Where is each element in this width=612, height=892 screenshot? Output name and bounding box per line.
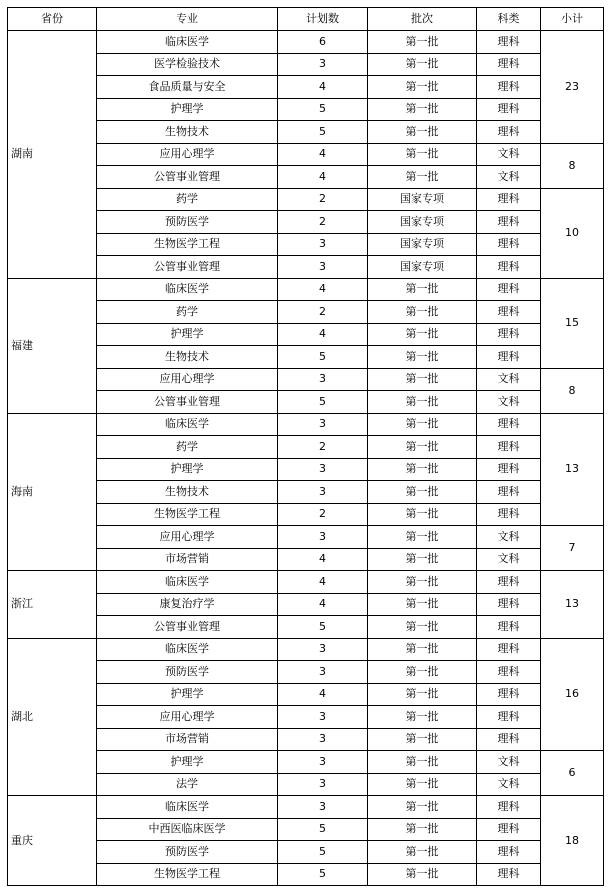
cell-category: 理科 <box>477 728 541 751</box>
cell-batch: 第一批 <box>368 818 477 841</box>
cell-plan-count: 3 <box>278 53 368 76</box>
cell-plan-count: 3 <box>278 256 368 279</box>
cell-plan-count: 3 <box>278 638 368 661</box>
cell-batch: 第一批 <box>368 98 477 121</box>
cell-major: 护理学 <box>97 751 278 774</box>
cell-batch: 第一批 <box>368 143 477 166</box>
cell-category: 理科 <box>477 503 541 526</box>
cell-batch: 第一批 <box>368 76 477 99</box>
cell-plan-count: 5 <box>278 391 368 414</box>
cell-category: 理科 <box>477 481 541 504</box>
cell-batch: 第一批 <box>368 773 477 796</box>
cell-plan-count: 2 <box>278 436 368 459</box>
cell-batch: 第一批 <box>368 661 477 684</box>
cell-major: 应用心理学 <box>97 526 278 549</box>
cell-category: 理科 <box>477 278 541 301</box>
cell-category: 理科 <box>477 31 541 54</box>
cell-batch: 第一批 <box>368 301 477 324</box>
cell-batch: 第一批 <box>368 616 477 639</box>
cell-major: 生物医学工程 <box>97 863 278 886</box>
cell-plan-count: 4 <box>278 548 368 571</box>
cell-category: 理科 <box>477 53 541 76</box>
cell-major: 预防医学 <box>97 661 278 684</box>
cell-category: 理科 <box>477 98 541 121</box>
table-row <box>8 121 604 144</box>
cell-batch: 国家专项 <box>368 188 477 211</box>
table-row <box>8 188 604 211</box>
cell-plan-count: 6 <box>278 31 368 54</box>
table-row <box>8 166 604 189</box>
cell-plan-count: 5 <box>278 616 368 639</box>
cell-major: 公管事业管理 <box>97 616 278 639</box>
cell-category: 理科 <box>477 346 541 369</box>
cell-batch: 第一批 <box>368 728 477 751</box>
cell-major: 康复治疗学 <box>97 593 278 616</box>
cell-major: 生物技术 <box>97 481 278 504</box>
cell-category: 理科 <box>477 593 541 616</box>
cell-plan-count: 3 <box>278 233 368 256</box>
cell-major: 中西医临床医学 <box>97 818 278 841</box>
header-major: 专业 <box>97 8 278 31</box>
cell-major: 医学检验技术 <box>97 53 278 76</box>
cell-plan-count: 3 <box>278 796 368 819</box>
table-row <box>8 661 604 684</box>
cell-plan-count: 5 <box>278 346 368 369</box>
cell-category: 理科 <box>477 796 541 819</box>
table-row <box>8 526 604 549</box>
cell-batch: 第一批 <box>368 278 477 301</box>
cell-category: 理科 <box>477 571 541 594</box>
cell-subtotal: 10 <box>541 188 604 278</box>
cell-province: 湖北 <box>8 638 97 796</box>
cell-major: 护理学 <box>97 98 278 121</box>
cell-category: 理科 <box>477 76 541 99</box>
cell-subtotal: 8 <box>541 143 604 188</box>
cell-major: 护理学 <box>97 458 278 481</box>
cell-major: 临床医学 <box>97 638 278 661</box>
cell-major: 临床医学 <box>97 413 278 436</box>
cell-subtotal: 8 <box>541 368 604 413</box>
cell-category: 理科 <box>477 121 541 144</box>
cell-major: 药学 <box>97 436 278 459</box>
table-row <box>8 256 604 279</box>
table-row <box>8 818 604 841</box>
cell-category: 理科 <box>477 233 541 256</box>
cell-category: 理科 <box>477 841 541 864</box>
cell-major: 应用心理学 <box>97 368 278 391</box>
cell-plan-count: 4 <box>278 76 368 99</box>
cell-major: 生物医学工程 <box>97 233 278 256</box>
table-row <box>8 751 604 774</box>
cell-major: 公管事业管理 <box>97 256 278 279</box>
cell-batch: 第一批 <box>368 166 477 189</box>
cell-category: 理科 <box>477 638 541 661</box>
cell-major: 护理学 <box>97 323 278 346</box>
cell-category: 理科 <box>477 436 541 459</box>
cell-plan-count: 3 <box>278 706 368 729</box>
cell-major: 预防医学 <box>97 841 278 864</box>
cell-batch: 第一批 <box>368 571 477 594</box>
table-row <box>8 638 604 661</box>
cell-batch: 第一批 <box>368 841 477 864</box>
cell-batch: 第一批 <box>368 863 477 886</box>
cell-batch: 第一批 <box>368 413 477 436</box>
cell-plan-count: 4 <box>278 143 368 166</box>
cell-batch: 第一批 <box>368 638 477 661</box>
table-row <box>8 211 604 234</box>
table-row <box>8 413 604 436</box>
cell-major: 法学 <box>97 773 278 796</box>
enrollment-plan-table <box>7 7 604 886</box>
table-row <box>8 503 604 526</box>
cell-batch: 第一批 <box>368 346 477 369</box>
table-row <box>8 616 604 639</box>
cell-province: 浙江 <box>8 571 97 639</box>
cell-plan-count: 4 <box>278 593 368 616</box>
cell-subtotal: 6 <box>541 751 604 796</box>
cell-major: 生物技术 <box>97 121 278 144</box>
cell-batch: 第一批 <box>368 503 477 526</box>
cell-category: 文科 <box>477 526 541 549</box>
cell-major: 临床医学 <box>97 278 278 301</box>
cell-category: 文科 <box>477 143 541 166</box>
cell-plan-count: 2 <box>278 211 368 234</box>
cell-category: 理科 <box>477 301 541 324</box>
cell-category: 理科 <box>477 458 541 481</box>
table-row <box>8 98 604 121</box>
cell-major: 应用心理学 <box>97 706 278 729</box>
cell-batch: 第一批 <box>368 706 477 729</box>
table-row <box>8 458 604 481</box>
cell-plan-count: 3 <box>278 413 368 436</box>
cell-category: 理科 <box>477 323 541 346</box>
cell-batch: 第一批 <box>368 323 477 346</box>
cell-major: 应用心理学 <box>97 143 278 166</box>
cell-subtotal: 18 <box>541 796 604 886</box>
cell-category: 理科 <box>477 661 541 684</box>
header-batch: 批次 <box>368 8 477 31</box>
table-row <box>8 368 604 391</box>
cell-province: 湖南 <box>8 31 97 279</box>
table-row <box>8 346 604 369</box>
cell-plan-count: 2 <box>278 301 368 324</box>
cell-subtotal: 7 <box>541 526 604 571</box>
cell-category: 理科 <box>477 706 541 729</box>
cell-major: 食品质量与安全 <box>97 76 278 99</box>
cell-plan-count: 4 <box>278 571 368 594</box>
cell-major: 公管事业管理 <box>97 166 278 189</box>
header-province: 省份 <box>8 8 97 31</box>
cell-plan-count: 5 <box>278 818 368 841</box>
cell-major: 市场营销 <box>97 548 278 571</box>
table-row <box>8 53 604 76</box>
table-row <box>8 841 604 864</box>
table-row <box>8 301 604 324</box>
cell-plan-count: 3 <box>278 368 368 391</box>
cell-category: 文科 <box>477 166 541 189</box>
cell-batch: 第一批 <box>368 121 477 144</box>
cell-category: 文科 <box>477 751 541 774</box>
table-row <box>8 593 604 616</box>
table-row <box>8 728 604 751</box>
cell-batch: 第一批 <box>368 593 477 616</box>
cell-plan-count: 5 <box>278 863 368 886</box>
enrollment-plan-sheet <box>7 7 604 886</box>
cell-plan-count: 3 <box>278 481 368 504</box>
cell-major: 药学 <box>97 301 278 324</box>
cell-plan-count: 3 <box>278 773 368 796</box>
cell-major: 市场营销 <box>97 728 278 751</box>
cell-batch: 国家专项 <box>368 211 477 234</box>
table-row <box>8 143 604 166</box>
cell-subtotal: 13 <box>541 413 604 526</box>
cell-province: 福建 <box>8 278 97 413</box>
cell-batch: 第一批 <box>368 391 477 414</box>
cell-major: 临床医学 <box>97 571 278 594</box>
table-row <box>8 548 604 571</box>
cell-category: 理科 <box>477 256 541 279</box>
cell-plan-count: 3 <box>278 526 368 549</box>
cell-subtotal: 15 <box>541 278 604 368</box>
cell-category: 理科 <box>477 683 541 706</box>
cell-plan-count: 4 <box>278 278 368 301</box>
table-row <box>8 233 604 256</box>
cell-batch: 国家专项 <box>368 256 477 279</box>
cell-category: 理科 <box>477 863 541 886</box>
cell-plan-count: 5 <box>278 121 368 144</box>
cell-province: 重庆 <box>8 796 97 886</box>
cell-major: 护理学 <box>97 683 278 706</box>
cell-category: 文科 <box>477 391 541 414</box>
cell-plan-count: 3 <box>278 728 368 751</box>
cell-batch: 第一批 <box>368 436 477 459</box>
table-row <box>8 683 604 706</box>
table-row <box>8 76 604 99</box>
cell-batch: 第一批 <box>368 53 477 76</box>
table-row <box>8 571 604 594</box>
cell-subtotal: 16 <box>541 638 604 751</box>
cell-category: 文科 <box>477 773 541 796</box>
cell-batch: 第一批 <box>368 31 477 54</box>
cell-category: 文科 <box>477 368 541 391</box>
cell-major: 公管事业管理 <box>97 391 278 414</box>
header-plan-count: 计划数 <box>278 8 368 31</box>
cell-plan-count: 4 <box>278 683 368 706</box>
table-row <box>8 436 604 459</box>
cell-major: 生物技术 <box>97 346 278 369</box>
table-header-row <box>8 8 604 31</box>
cell-category: 理科 <box>477 413 541 436</box>
table-row <box>8 31 604 54</box>
cell-plan-count: 2 <box>278 188 368 211</box>
cell-plan-count: 5 <box>278 841 368 864</box>
cell-batch: 第一批 <box>368 481 477 504</box>
cell-batch: 第一批 <box>368 526 477 549</box>
table-row <box>8 391 604 414</box>
table-row <box>8 863 604 886</box>
table-row <box>8 796 604 819</box>
table-row <box>8 323 604 346</box>
cell-plan-count: 3 <box>278 458 368 481</box>
cell-plan-count: 5 <box>278 98 368 121</box>
cell-category: 理科 <box>477 818 541 841</box>
cell-major: 临床医学 <box>97 31 278 54</box>
table-row <box>8 773 604 796</box>
cell-batch: 第一批 <box>368 368 477 391</box>
cell-category: 理科 <box>477 188 541 211</box>
cell-major: 临床医学 <box>97 796 278 819</box>
cell-major: 预防医学 <box>97 211 278 234</box>
table-row <box>8 481 604 504</box>
cell-subtotal: 13 <box>541 571 604 639</box>
cell-batch: 第一批 <box>368 796 477 819</box>
cell-major: 生物医学工程 <box>97 503 278 526</box>
cell-plan-count: 3 <box>278 661 368 684</box>
cell-category: 文科 <box>477 548 541 571</box>
table-row <box>8 706 604 729</box>
cell-batch: 国家专项 <box>368 233 477 256</box>
cell-batch: 第一批 <box>368 548 477 571</box>
cell-category: 理科 <box>477 616 541 639</box>
header-category: 科类 <box>477 8 541 31</box>
table-row <box>8 278 604 301</box>
cell-province: 海南 <box>8 413 97 571</box>
cell-category: 理科 <box>477 211 541 234</box>
cell-batch: 第一批 <box>368 683 477 706</box>
cell-batch: 第一批 <box>368 458 477 481</box>
cell-subtotal: 23 <box>541 31 604 144</box>
cell-plan-count: 4 <box>278 323 368 346</box>
cell-plan-count: 4 <box>278 166 368 189</box>
cell-batch: 第一批 <box>368 751 477 774</box>
cell-plan-count: 3 <box>278 751 368 774</box>
header-subtotal: 小计 <box>541 8 604 31</box>
cell-plan-count: 2 <box>278 503 368 526</box>
cell-major: 药学 <box>97 188 278 211</box>
